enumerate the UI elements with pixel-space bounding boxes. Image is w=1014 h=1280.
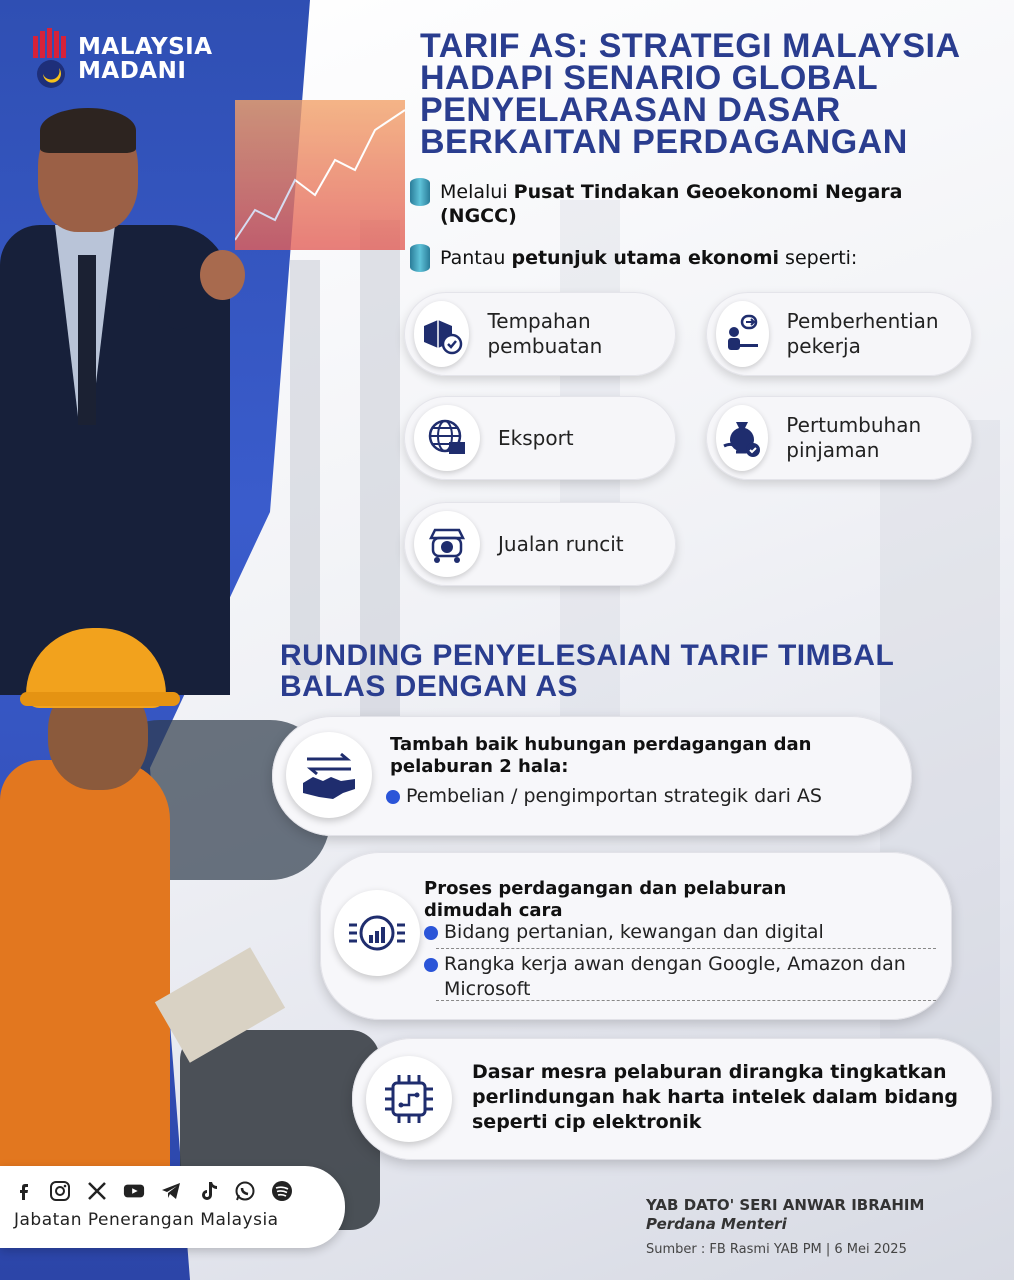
point-bold: Pusat Tindakan Geoekonomi Negara (NGCC) — [440, 181, 903, 227]
manufacturing-order-icon — [414, 301, 469, 367]
strategy-card — [320, 852, 952, 1020]
point-ngcc — [410, 180, 970, 228]
indicator-pill — [404, 396, 676, 480]
indicator-pill — [706, 292, 972, 376]
point-indicators — [410, 246, 970, 272]
strategy-card — [272, 716, 912, 836]
tower-silhouette — [290, 260, 320, 680]
cylinder-bullet-icon — [410, 244, 430, 272]
bullet-dot — [386, 790, 400, 804]
card-item-text: Rangka kerja awan dengan Google, Amazon dan Microsoft — [444, 953, 906, 1000]
export-globe-icon — [414, 405, 480, 471]
layoff-icon — [716, 301, 769, 367]
bullet-dot — [424, 958, 438, 972]
youtube-icon[interactable] — [123, 1180, 145, 1202]
cylinder-bullet-icon — [410, 178, 430, 206]
retail-icon — [414, 511, 480, 577]
card-item — [386, 784, 896, 809]
strategy-card — [352, 1038, 992, 1160]
whatsapp-icon[interactable] — [234, 1180, 256, 1202]
holographic-chart — [235, 100, 405, 250]
card-item — [424, 920, 934, 945]
department-name: Jabatan Penerangan Malaysia — [14, 1210, 279, 1230]
loan-growth-icon — [716, 405, 768, 471]
tiktok-icon[interactable] — [197, 1180, 219, 1202]
signatory-role: Perdana Menteri — [646, 1215, 787, 1233]
handshake-icon — [286, 732, 372, 818]
indicator-pill — [706, 396, 972, 480]
divider — [436, 1000, 936, 1001]
point-bold: petunjuk utama ekonomi — [511, 247, 779, 269]
indicator-label: Jualan runcit — [498, 531, 624, 556]
worker-figure — [0, 760, 170, 1190]
social-bar — [0, 1166, 345, 1248]
indicator-pill — [404, 292, 676, 376]
x-icon[interactable] — [86, 1180, 108, 1202]
indicator-label: Eksport — [498, 425, 574, 450]
point-prefix: Melalui — [440, 181, 514, 203]
card-heading: Tambah baik hubungan perdagangan dan pelaburan 2 hala: — [390, 734, 812, 777]
trade-growth-chart-icon — [334, 890, 420, 976]
source-credit: Sumber : FB Rasmi YAB PM | 6 Mei 2025 — [646, 1242, 907, 1257]
businessman-tie — [78, 255, 96, 425]
card-item — [424, 952, 934, 1002]
point-suffix: seperti: — [779, 247, 858, 269]
point-text — [440, 180, 970, 228]
point-prefix: Pantau — [440, 247, 512, 269]
spotify-icon[interactable] — [271, 1180, 293, 1202]
businessman-hand — [200, 250, 245, 300]
social-icons — [12, 1180, 293, 1202]
hard-hat-brim — [20, 692, 180, 706]
page-title: TARIF AS: STRATEGI MALAYSIA HADAPI SENARIO GLOBAL PENYELARASAN DASAR BERKAITAN PERDAGANGAN — [420, 27, 960, 161]
card-item-text: Pembelian / pengimportan strategik dari AS — [406, 785, 822, 807]
card-item-text: Bidang pertanian, kewangan dan digital — [444, 921, 824, 943]
indicator-label: Pertumbuhan pinjaman — [786, 413, 922, 462]
indicator-label: Pemberhentian pekerja — [786, 309, 939, 358]
section-title: RUNDING PENYELESAIAN TARIF TIMBAL BALAS DENGAN AS — [280, 639, 894, 703]
divider — [436, 948, 936, 949]
signatory-name: YAB DATO' SERI ANWAR IBRAHIM — [646, 1196, 925, 1214]
malaysia-madani-logo — [30, 28, 213, 90]
businessman-hair — [40, 108, 136, 153]
instagram-icon[interactable] — [49, 1180, 71, 1202]
indicator-pill — [404, 502, 676, 586]
logo-line2: MADANI — [78, 58, 187, 84]
madani-emblem-icon — [30, 28, 72, 90]
point-text — [440, 246, 857, 272]
microchip-icon — [366, 1056, 452, 1142]
bullet-dot — [424, 926, 438, 940]
telegram-icon[interactable] — [160, 1180, 182, 1202]
logo-line1: MALAYSIA — [78, 34, 213, 60]
card-heading: Proses perdagangan dan pelaburan dimudah cara — [424, 878, 787, 921]
card-heading: Dasar mesra pelaburan dirangka tingkatkan perlindungan hak harta intelek dalam bidang seperti cip elektronik — [472, 1061, 958, 1133]
facebook-icon[interactable] — [12, 1180, 34, 1202]
indicator-label: Tempahan pembuatan — [487, 309, 603, 358]
